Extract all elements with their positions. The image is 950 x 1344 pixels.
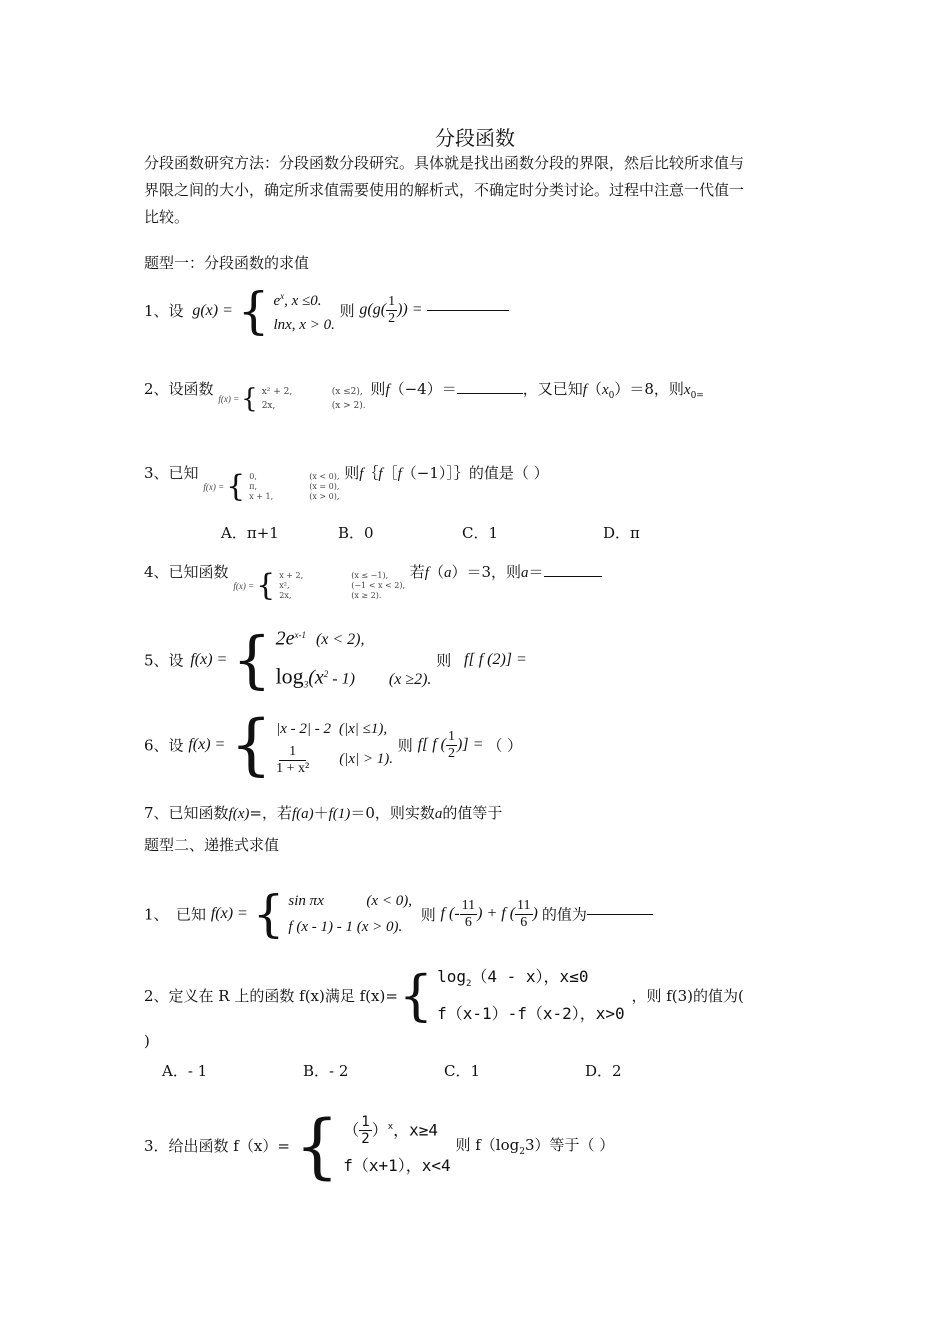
recursive-question-2: 2、定义在 R 上的函数 f(x)满足 f(x)= { $\log_2(4 - x)$，x≤0 f（x-1）-f（x-2），x>0 ，则 f(3)的值为( (144, 962, 744, 1029)
question-number: 4、已知函数 (144, 563, 229, 581)
function-lhs: f(x) = (188, 736, 226, 753)
left-brace: { (398, 963, 434, 1027)
case-row: x + 1, (x > 0), (249, 492, 340, 501)
intro-paragraph (144, 150, 810, 231)
case-row: lnx, x > 0. (273, 317, 335, 333)
answer-paren[interactable]: （ ） (487, 736, 523, 755)
question-4: 4、已知函数 f(x) = { x + 2, (x ≤ −1), x², (−1 < x < 2), 2x, (x ≥ 2). 若f（a）＝3，则a＝ (144, 561, 602, 601)
function-lhs: g(x) = (192, 301, 233, 319)
case-row: f (x - 1) - 1 (x > 0). (288, 919, 403, 935)
case-row: sin πx (x < 0), (288, 893, 412, 909)
then-label: 则 (420, 905, 436, 924)
expression: g(g( $\frac{1}{2}$ )) = (359, 294, 423, 326)
function-lhs: f(x) = (210, 905, 248, 922)
piecewise-cases (399, 962, 625, 1029)
left-brace: { (237, 281, 270, 340)
question-number: 5、设 (144, 651, 184, 670)
function-lhs: f(x) = (203, 482, 225, 492)
question-number: 2、设函数 (144, 380, 214, 398)
case-row: （ $\frac{1}{2}$ ）$^x$，x≥4 (343, 1114, 439, 1148)
function-lhs: f(x) = (190, 650, 228, 668)
case-row: f（x-1）-f（x-2），x>0 (437, 1004, 625, 1024)
answer-blank[interactable] (427, 310, 509, 311)
piecewise-cases (233, 568, 405, 603)
question-3: 3、已知 f(x) = { 0, (x < 0), π, (x = 0), x + 1, (x > 0), 则f｛f［f（−1）］｝的值是（ ） (144, 464, 549, 504)
section-heading-1: 题型一：分段函数的求值 (144, 254, 310, 272)
left-brace: { (256, 568, 276, 603)
choice-a[interactable]: A．π+1 (221, 524, 279, 542)
choice-a[interactable]: A．- 1 (162, 1062, 208, 1080)
expression: f[ f (2)] = (464, 650, 527, 668)
intro-line: 比较。 (144, 208, 190, 226)
piecewise-cases (252, 885, 412, 943)
left-brace: { (232, 622, 272, 696)
answer-blank[interactable] (457, 393, 523, 394)
page-title: 分段函数 (435, 126, 515, 150)
case-row: f（x+1），x<4 (343, 1156, 451, 1176)
answer-blank[interactable] (587, 914, 653, 915)
piecewise-cases (230, 706, 393, 783)
case-row: 2x, (x > 2). (261, 401, 366, 411)
answer-blank[interactable] (544, 576, 602, 577)
paren-close: ) (144, 1032, 150, 1050)
choice-d[interactable]: D．2 (585, 1062, 622, 1080)
choice-c[interactable]: C．1 (444, 1062, 481, 1080)
piecewise-cases (237, 281, 335, 340)
case-row: $\log_3(x^2 - 1)$ (x ≥2). (275, 663, 432, 690)
then-label: 则 (339, 302, 355, 320)
piecewise-cases (232, 618, 431, 702)
left-brace: { (230, 706, 273, 783)
choice-b[interactable]: B．- 2 (303, 1062, 349, 1080)
expression: f (- $\frac{11}{6}$ ) + f ( $\frac{11}{6}$ ) (440, 897, 538, 930)
case-row: x², (−1 < x < 2), (279, 581, 405, 590)
case-row: $2e^{x-1}$ (x < 2), (275, 627, 365, 650)
question-2: 2、设函数 f(x) = { x² + 2, (x ≤2), 2x, (x > 2). 则f（−4）＝ ，又已知$f(x_0)=8$，则$x_{0=}$ (144, 380, 704, 414)
case-row: x + 2, (x ≤ −1), (279, 571, 389, 580)
intro-line: 分段函数研究方法：分段函数分段研究。具体就是找出函数分段的界限，然后比较所求值与 (144, 154, 745, 172)
section-heading-2: 题型二、递推式求值 (144, 836, 280, 854)
case-row: $\log_2(4 - x)$，x≤0 (437, 967, 589, 990)
choice-b[interactable]: B．0 (338, 524, 374, 542)
case-row: π, (x = 0), (249, 482, 340, 491)
question-number: 1、 已知 (144, 905, 207, 924)
function-lhs: f(x) = (218, 394, 240, 404)
left-brace: { (241, 384, 258, 414)
recursive-question-1: 1、 已知 f(x) = { sin πx (x < 0), f (x - 1) - 1 (x > 0). 则 f (- $\frac{11}{6}$ ) + f ( $\frac{11}{6}$ ) 的值为 (144, 888, 653, 940)
function-lhs: f(x) = (233, 581, 255, 591)
case-row: 0, (x < 0), (249, 472, 340, 481)
piecewise-cases (203, 469, 340, 504)
choice-d[interactable]: D．π (603, 524, 640, 542)
question-1 (144, 281, 509, 340)
choice-c[interactable]: C．1 (462, 524, 499, 542)
question-5 (144, 618, 527, 702)
piecewise-cases (218, 385, 365, 413)
then-label: 则 (436, 651, 452, 670)
question-7: 7、已知函数f(x)=，若f(a)＋f(1)＝0，则实数a的值等于 (144, 804, 503, 822)
expression: f[ f ( $\frac{1}{2}$ )] = (417, 728, 484, 761)
left-brace: { (252, 885, 285, 943)
question-6 (144, 706, 523, 783)
case-row: $\frac{1}{\text{1 + x²}}$ (|x| > 1). (276, 743, 393, 776)
question-number: 6、设 (144, 736, 184, 755)
case-row: |x - 2| - 2 (|x| ≤1), (276, 720, 388, 737)
question-number: 1、设 (144, 302, 184, 320)
case-row: $e^x$, x ≤0. (273, 291, 322, 309)
left-brace: { (294, 1104, 340, 1187)
then-label: 则 (397, 736, 413, 755)
recursive-question-3: 3．给出函数 f（x）= { （ $\frac{1}{2}$ ）$^x$，x≥4 f（x+1），x<4 则 $f(\log_23)$等于（ ） (144, 1104, 615, 1187)
left-brace: { (226, 469, 246, 504)
case-row: x² + 2, (x ≤2), (261, 387, 363, 397)
question-number: 3、已知 (144, 464, 199, 482)
piecewise-cases (294, 1104, 451, 1187)
intro-line: 界限之间的大小，确定所求值需要使用的解析式，不确定时分类讨论。过程中注意一代值一 (144, 181, 745, 199)
case-row: 2x, (x ≥ 2). (279, 591, 382, 600)
